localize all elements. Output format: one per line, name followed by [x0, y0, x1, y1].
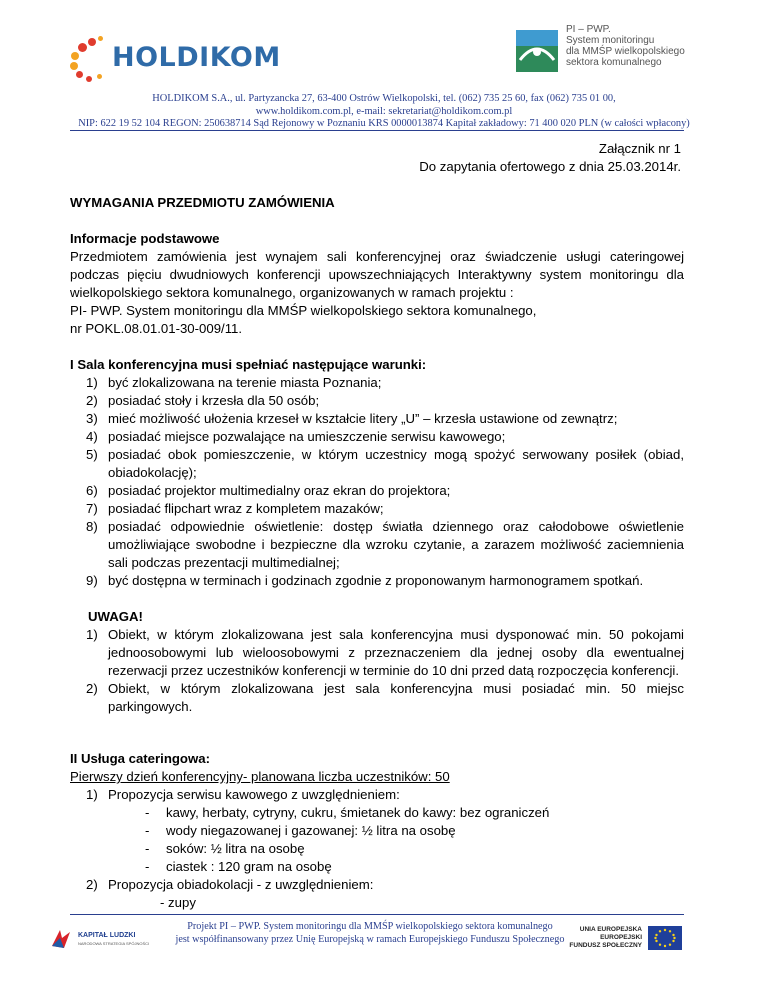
kl-sub: NARODOWA STRATEGIA SPÓJNOŚCI — [78, 941, 150, 946]
pi-pwp-logo-icon — [516, 30, 558, 72]
list-item: 6) posiadać projektor multimedialny oraz ekran do projektora; — [86, 483, 451, 498]
list-item: 2) Obiekt, w którym zlokalizowana jest sala konferencyjna musi posiadać min. 50 miejsc parkingowych. — [86, 681, 684, 714]
catering-item-1: Propozycja serwisu kawowego z uwzględnieniem: — [108, 787, 400, 802]
annex-reference: Do zapytania ofertowego z dnia 25.03.2014r. — [419, 159, 681, 174]
eu-logo — [566, 924, 682, 960]
list-item: 1) Obiekt, w którym zlokalizowana jest sala konferencyjna musi dysponować min. 50 pokojami jednoosobowymi lub wieloosobowymi z przeznaczeniem dla jednej osoby dla ewentualnej rezerwacji przez uczestników konferencji w terminie do 10 dni przed datą rozpoczęcia konferencji. — [86, 627, 684, 678]
basic-info-text: Przedmiotem zamówienia jest wynajem sali konferencyjnej oraz świadczenie usługi cateringowej podczas pięciu dwudniowych konferencji upowszechniających Interaktywny system monitoringu dla wielkopolskiego sektora komunalnego, organizowanych w ramach projektu : — [70, 249, 684, 300]
holdikom-logo — [68, 34, 281, 82]
eu-text: UNIA EUROPEJSKA EUROPEJSKI FUNDUSZ SPOŁECZNY — [569, 926, 642, 949]
pi-line: dla MMŚP wielkopolskiego — [566, 46, 685, 57]
catering-item-2-number: 2) — [86, 877, 98, 892]
basic-info-heading: Informacje podstawowe — [70, 231, 220, 246]
pi-line: System monitoringu — [566, 35, 655, 46]
list-item: 2) posiadać stoły i krzesła dla 50 osób; — [86, 393, 320, 408]
uwaga-list — [70, 626, 684, 716]
coffee-list — [145, 804, 549, 876]
footer-divider — [70, 914, 684, 915]
company-line: HOLDIKOM S.A., ul. Partyzancka 27, 63-400 Ostrów Wielkopolski, tel. (062) 735 25 60, fax (062) 735 01 00, — [152, 93, 616, 104]
list-item: - kawy, herbaty, cytryny, cukru, śmietanek do kawy: bez ograniczeń — [145, 804, 549, 822]
project-line: PI- PWP. System monitoringu dla MMŚP wielkopolskiego sektora komunalnego, — [70, 303, 537, 318]
section1-heading: I Sala konferencyjna musi spełniać następujące warunki: — [70, 357, 427, 372]
pi-pwp-text — [566, 24, 706, 68]
footer-line: Projekt PI – PWP. System monitoringu dla MMŚP wielkopolskiego sektora komunalnego — [187, 921, 553, 932]
kl-label: KAPITAŁ LUDZKI — [78, 932, 136, 939]
list-item: 4) posiadać miejsce pozwalające na umieszczenie serwisu kawowego; — [86, 429, 506, 444]
list-item: - soków: ½ litra na osobę — [145, 840, 549, 858]
list-item: 1) być zlokalizowana na terenie miasta Poznania; — [86, 375, 382, 390]
list-item: 5) posiadać obok pomieszczenie, w którym uczestnicy mogą spożyć serwowany posiłek (obiad, obiadokolację); — [86, 447, 684, 480]
footer-line: jest współfinansowany przez Unię Europejską w ramach Europejskiego Funduszu Społecznego — [175, 934, 565, 945]
catering-item-1-number: 1) — [86, 787, 98, 802]
section2-heading: II Usługa cateringowa: — [70, 751, 210, 766]
project-number: nr POKL.08.01.01-30-009/11. — [70, 321, 243, 336]
company-info — [0, 93, 768, 131]
pi-line: PI – PWP. — [566, 24, 611, 35]
company-line: NIP: 622 19 52 104 REGON: 250638714 Sąd Rejonowy w Poznaniu KRS 0000013874 Kapitał zakładowy: 71 400 020 PLN (w całości wpłacony) — [78, 118, 690, 129]
section1-list — [70, 374, 684, 590]
list-item: 7) posiadać flipchart wraz z kompletem mazaków; — [86, 501, 384, 516]
annex-number: Załącznik nr 1 — [598, 141, 681, 156]
kapital-ludzki-logo — [42, 922, 150, 962]
list-item: 3) mieć możliwość ułożenia krzeseł w kształcie litery „U” – krzesła ustawione od zewnątrz; — [86, 411, 618, 426]
list-item: - wody niegazowanej i gazowanej: ½ litra na osobę — [145, 822, 549, 840]
eu-flag-icon — [648, 926, 682, 950]
list-item: 8) posiadać odpowiednie oświetlenie: dostęp światła dziennego oraz całodobowe oświetlenie umożliwiające swobodne i bezpieczne dla wzroku czytanie, a zarazem możliwość zaciemnienia sali podczas prezentacji multimedialnej; — [86, 519, 684, 570]
kapital-ludzki-icon — [46, 924, 76, 954]
footer-text — [150, 920, 590, 946]
section2-subheading: Pierwszy dzień konferencyjny- planowana liczba uczestników: 50 — [70, 769, 450, 784]
catering-item-2-sub: - zupy — [160, 895, 196, 910]
list-item: 9) być dostępna w terminach i godzinach zgodnie z proponowanym harmonogramem spotkań. — [86, 573, 644, 588]
list-item: - ciastek : 120 gram na osobę — [145, 858, 549, 876]
uwaga-heading: UWAGA! — [88, 609, 143, 624]
pi-line: sektora komunalnego — [566, 57, 662, 68]
logo-text: HOLDIKOM — [112, 42, 281, 73]
company-line: www.holdikom.com.pl, e-mail: sekretariat@holdikom.com.pl — [255, 105, 513, 117]
header-divider — [70, 130, 684, 131]
catering-item-2: Propozycja obiadokolacji - z uwzględnieniem: — [108, 877, 374, 892]
document-title: WYMAGANIA PRZEDMIOTU ZAMÓWIENIA — [70, 195, 335, 210]
